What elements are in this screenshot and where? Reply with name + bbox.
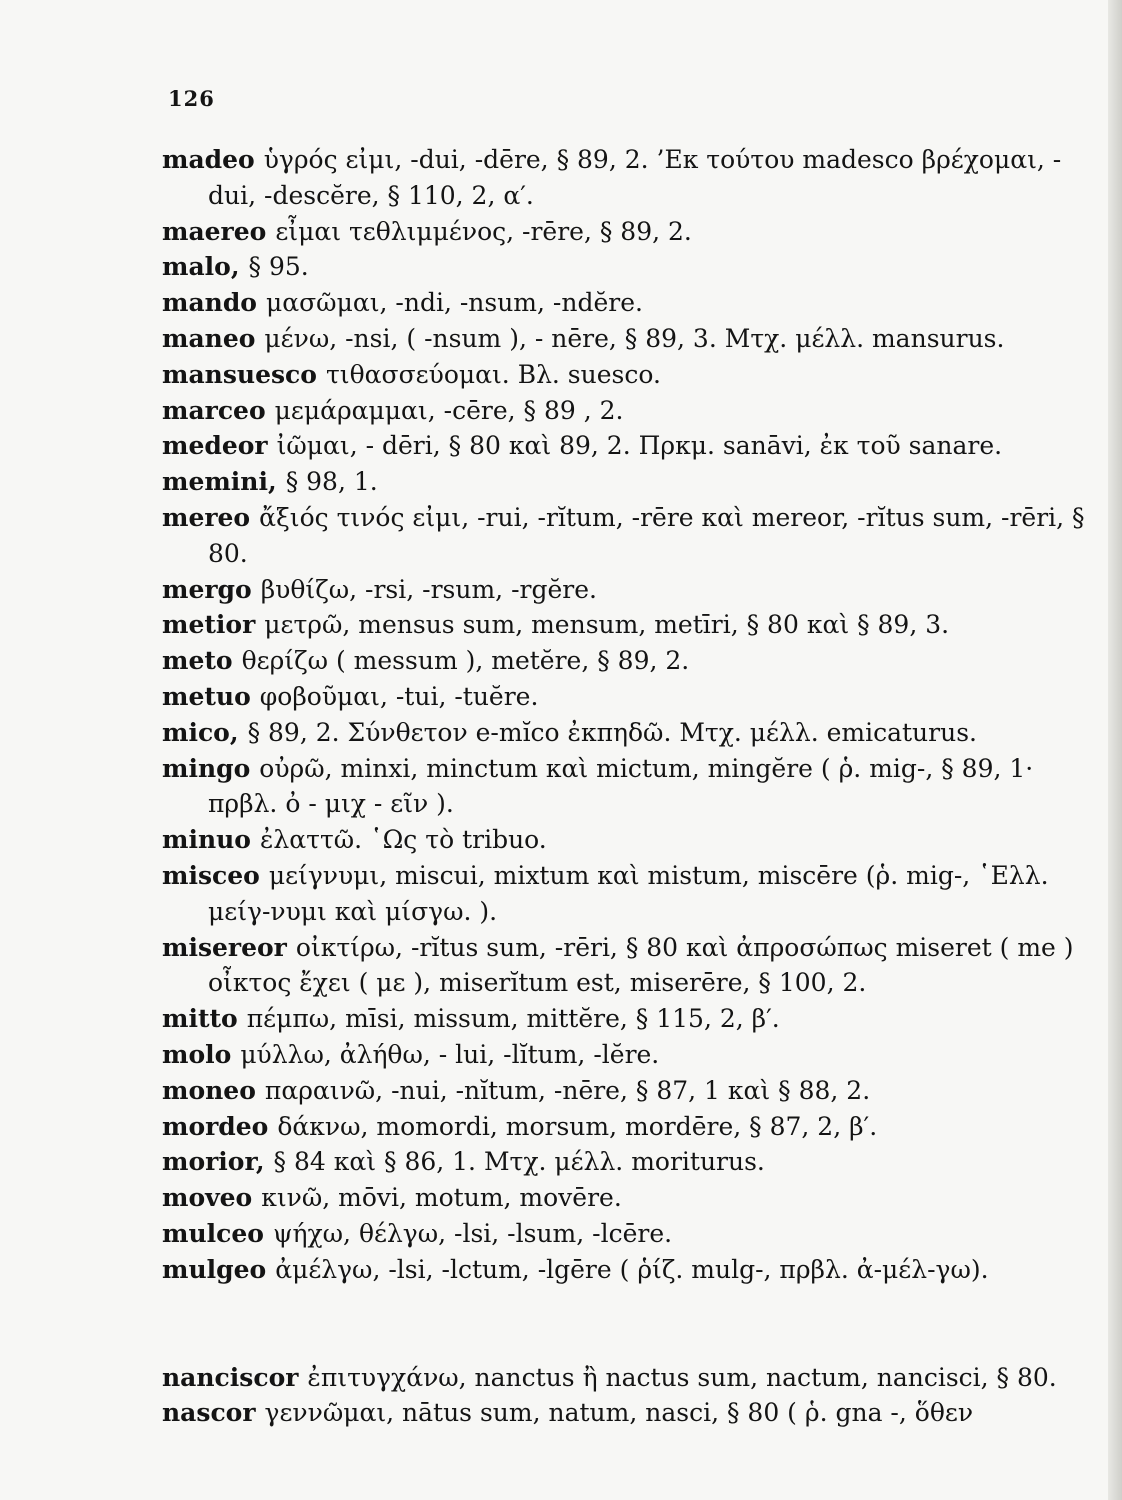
definition: παραινῶ, -nui, -nĭtum, -nēre, § 87, 1 καὶ § 88, 2. (264, 1075, 871, 1105)
entry-maereo (162, 214, 1092, 250)
definition: πέμπω, mīsi, missum, mittĕre, § 115, 2, β′. (246, 1004, 780, 1034)
entry-marceo (162, 393, 1092, 429)
headword: maereo (162, 216, 267, 246)
entry-madeo (162, 142, 1092, 214)
definition: § 98, 1. (285, 467, 378, 497)
definition: μείγνυμι, miscui, mixtum καὶ mistum, miscēre (ῥ. mig-, ῾Ελλ. μείγ-νυμι καὶ μίσγω. ). (208, 860, 1049, 926)
headword: minuo (162, 825, 251, 855)
headword: mico, (162, 717, 239, 747)
entry-morior (162, 1144, 1092, 1180)
definition: ἀμέλγω, -lsi, -lctum, -lgēre ( ῥίζ. mulg-, πρβλ. ἀ-μέλ-γω). (275, 1254, 989, 1284)
headword: misceo (162, 860, 260, 890)
definition: ψήχω, θέλγω, -lsi, -lsum, -lcēre. (272, 1218, 673, 1248)
headword: mulgeo (162, 1254, 267, 1284)
entry-mitto (162, 1001, 1092, 1037)
definition: οἰκτίρω, -rĭtus sum, -rēri, § 80 καὶ ἀπροσώπως miseret ( me ) οἶκτος ἔχει ( με ), miserĭtum est, miserēre, § 100, 2. (208, 932, 1074, 998)
entry-minuo (162, 822, 1092, 858)
headword: mando (162, 288, 257, 318)
entry-nascor (162, 1395, 1092, 1431)
entry-mansuesco (162, 357, 1092, 393)
definition: § 84 καὶ § 86, 1. Μτχ. μέλλ. moriturus. (273, 1147, 765, 1177)
definition: ἰῶμαι, - dēri, § 80 καὶ 89, 2. Πρκμ. sanāvi, ἐκ τοῦ sanare. (276, 431, 1003, 461)
entry-metior (162, 607, 1092, 643)
headword: meto (162, 646, 233, 676)
entry-mingo (162, 751, 1092, 823)
headword: metuo (162, 681, 251, 711)
entry-mando (162, 285, 1092, 321)
entry-malo (162, 249, 1092, 285)
headword: marceo (162, 395, 266, 425)
entry-mulceo (162, 1216, 1092, 1252)
headword: mansuesco (162, 359, 317, 389)
entry-misereor (162, 930, 1092, 1002)
entry-mordeo (162, 1109, 1092, 1145)
page-number: 126 (168, 86, 215, 111)
headword: mulceo (162, 1218, 264, 1248)
entry-maneo (162, 321, 1092, 357)
definition: ὑγρός εἰμι, -dui, -dēre, § 89, 2. ’Εκ τούτου madesco βρέχομαι, -dui, -descĕre, § 110, 2, α′. (208, 145, 1062, 210)
headword: moneo (162, 1075, 256, 1105)
headword: maneo (162, 323, 256, 353)
headword: nanciscor (162, 1362, 299, 1392)
definition: ἐλαττῶ. ῾Ως τὸ tribuo. (259, 825, 547, 855)
entry-mico (162, 715, 1092, 751)
entry-meto (162, 643, 1092, 679)
entry-mulgeo (162, 1252, 1092, 1288)
headword: madeo (162, 145, 255, 174)
definition: μύλλω, ἀλήθω, - lui, -lĭtum, -lĕre. (240, 1039, 660, 1069)
definition: § 89, 2. Σύνθετον e-mĭco ἐκπηδῶ. Μτχ. μέλλ. emicaturus. (247, 717, 977, 747)
entry-memini (162, 464, 1092, 500)
definition: ἐπιτυγχάνω, nanctus ἢ nactus sum, nactum, nancisci, § 80. (307, 1362, 1057, 1392)
definition: δάκνω, momordi, morsum, mordēre, § 87, 2, β′. (277, 1111, 878, 1141)
entry-mergo (162, 572, 1092, 608)
entry-moneo (162, 1073, 1092, 1109)
entry-mereo (162, 500, 1092, 572)
headword: mingo (162, 753, 251, 783)
headword: misereor (162, 932, 287, 962)
page-edge-shadow (1108, 0, 1122, 1500)
headword: mitto (162, 1004, 238, 1034)
headword: nascor (162, 1398, 256, 1428)
entry-metuo (162, 679, 1092, 715)
headword: metior (162, 610, 256, 640)
headword: mordeo (162, 1111, 269, 1141)
headword: mereo (162, 502, 251, 532)
headword: malo, (162, 252, 240, 282)
definition: βυθίζω, -rsi, -rsum, -rgĕre. (260, 574, 597, 604)
entry-moveo (162, 1180, 1092, 1216)
definition: ἄξιός τινός εἰμι, -rui, -rĭtum, -rēre καὶ mereor, -rĭtus sum, -rēri, § 80. (208, 502, 1085, 568)
definition: μεμάραμμαι, -cēre, § 89 , 2. (274, 395, 624, 425)
headword: moveo (162, 1183, 253, 1213)
entry-molo (162, 1037, 1092, 1073)
definition: κινῶ, mōvi, motum, movēre. (261, 1183, 622, 1213)
definition: θερίζω ( messum ), metĕre, § 89, 2. (241, 646, 690, 676)
entry-medeor (162, 428, 1092, 464)
definition: μετρῶ, mensus sum, mensum, metīri, § 80 καὶ § 89, 3. (264, 610, 950, 640)
entry-nanciscor (162, 1360, 1092, 1396)
definition: φοβοῦμαι, -tui, -tuĕre. (259, 681, 539, 711)
headword: molo (162, 1039, 232, 1069)
headword: mergo (162, 574, 252, 604)
definition: τιθασσεύομαι. Βλ. suesco. (325, 359, 661, 389)
definition: § 95. (248, 252, 309, 282)
definition: εἶμαι τεθλιμμένος, -rēre, § 89, 2. (275, 216, 692, 246)
dictionary-entries (162, 142, 1092, 1431)
headword: morior, (162, 1147, 265, 1177)
definition: μασῶμαι, -ndi, -nsum, -ndĕre. (265, 288, 643, 318)
definition: γεννῶμαι, nātus sum, natum, nasci, § 80 ( ῥ. gna -, ὅθεν (264, 1398, 974, 1428)
headword: medeor (162, 431, 268, 461)
definition: οὐρῶ, minxi, minctum καὶ mictum, mingĕre ( ῥ. mig-, § 89, 1· πρβλ. ὀ - μιχ - εῖν ). (208, 753, 1034, 819)
definition: μένω, -nsi, ( -nsum ), - nēre, § 89, 3. Μτχ. μέλλ. mansurus. (264, 323, 1005, 353)
entry-misceo (162, 858, 1092, 930)
headword: memini, (162, 467, 277, 497)
